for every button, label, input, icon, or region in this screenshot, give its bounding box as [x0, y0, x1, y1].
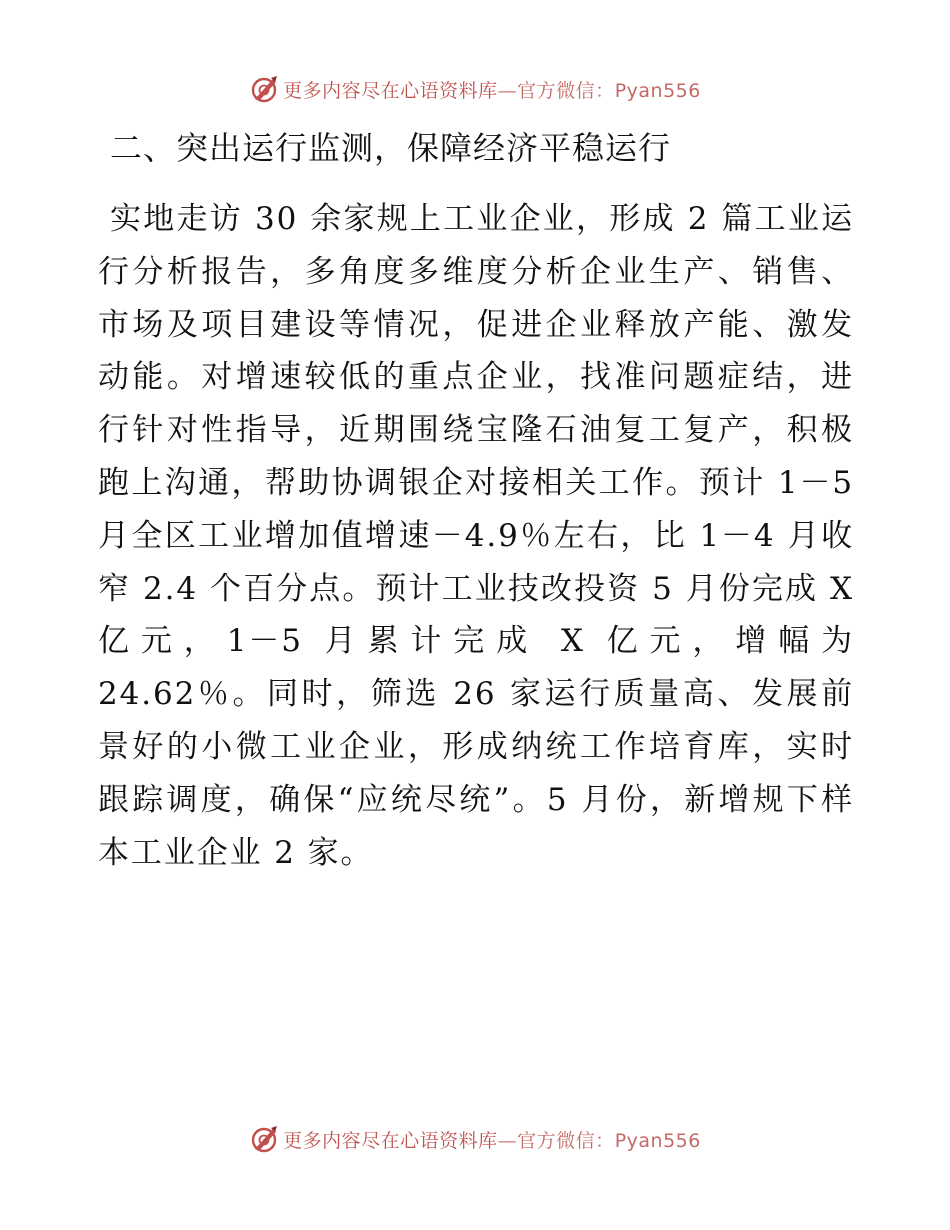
watermark-text — [283, 76, 701, 103]
watermark-dash: — — [497, 1129, 518, 1152]
quill-logo-icon — [249, 74, 279, 104]
watermark-sub: 官方微信： — [517, 1129, 615, 1152]
watermark-main: 更多内容尽在心语资料库 — [283, 79, 498, 102]
watermark-id: Pyan556 — [614, 1129, 701, 1152]
watermark-footer — [0, 1122, 950, 1156]
watermark-text — [283, 1126, 701, 1153]
watermark-sub: 官方微信： — [517, 79, 615, 102]
watermark-id: Pyan556 — [614, 79, 701, 102]
body-paragraph: 实地走访 30 余家规上工业企业，形成 2 篇工业运行分析报告，多角度多维度分析企业生产、销售、市场及项目建设等情况，促进企业释放产能、激发动能。对增速较低的重点企业，找准问题症结，进行针对性指导，近期围绕宝隆石油复工复产，积极跑上沟通，帮助协调银企对接相关工作。预计 1－5 月全区工业增加值增速－4.9％左右，比 1－4 月收窄 2.4 个百分点。预计工业技改投资 5 月份完成 X 亿元，1－5 月累计完成 X 亿元，增幅为 24.62％。同时，筛选 26 家运行质量高、发展前景好的小微工业企业，形成纳统工作培育库，实时跟踪调度，确保“应统尽统”。5 月份，新增规下样本工业企业 2 家。 — [98, 201, 854, 871]
quill-logo-icon — [249, 1124, 279, 1154]
watermark-header — [0, 72, 950, 106]
watermark-dash: — — [497, 79, 518, 102]
section-heading: 二、突出运行监测，保障经济平稳运行 — [110, 129, 672, 167]
watermark-main: 更多内容尽在心语资料库 — [283, 1129, 498, 1152]
